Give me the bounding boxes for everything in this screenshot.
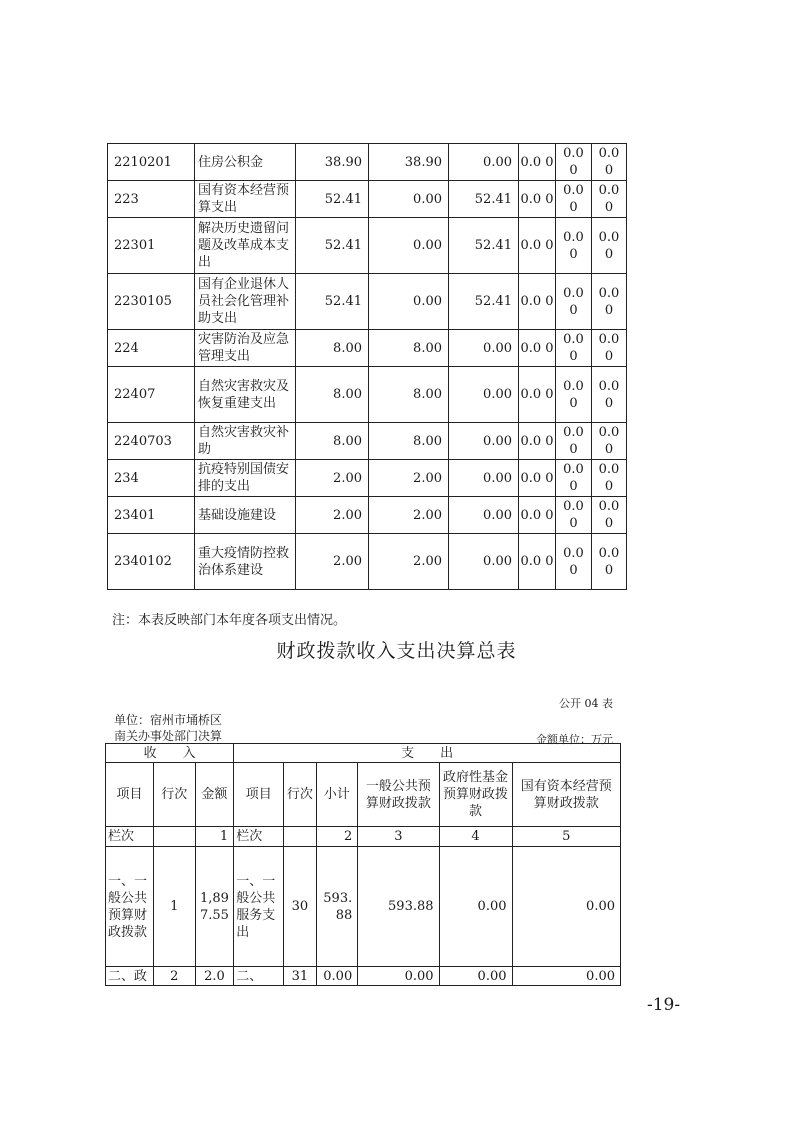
row-name: 住房公积金	[195, 144, 296, 181]
row-basic: 0.00	[369, 218, 449, 274]
row-col8: 0.0 0	[592, 274, 627, 330]
row-total: 38.90	[296, 144, 369, 181]
col-item2: 项目	[234, 763, 284, 827]
row-col8: 0.0 0	[592, 144, 627, 181]
page-number: -19-	[647, 995, 681, 1015]
row-total: 8.00	[296, 330, 369, 367]
table-row	[106, 847, 621, 967]
row-col6: 0.0 0	[519, 218, 556, 274]
row-col7: 0.0 0	[556, 534, 592, 590]
row-code: 22407	[108, 367, 195, 423]
row-col6: 0.0 0	[519, 330, 556, 367]
row-col7: 0.0 0	[556, 423, 592, 460]
row-col8: 0.0 0	[592, 534, 627, 590]
row-col7: 0.0 0	[556, 497, 592, 534]
row-name: 自然灾害救灾及恢复重建支出	[195, 367, 296, 423]
income-line: 1	[153, 847, 195, 967]
income-amount: 2.0	[195, 967, 234, 986]
row-code: 223	[108, 181, 195, 218]
col-index-label2: 栏次	[234, 827, 284, 847]
col-index-2: 2	[316, 827, 358, 847]
income-line: 2	[153, 967, 195, 986]
row-total: 52.41	[296, 218, 369, 274]
col-general: 一般公共预算财政拨款	[358, 763, 439, 827]
col-line: 行次	[153, 763, 195, 827]
table-row	[108, 330, 627, 367]
row-col6: 0.0 0	[519, 274, 556, 330]
row-basic: 2.00	[369, 460, 449, 497]
row-col6: 0.0 0	[519, 460, 556, 497]
row-total: 2.00	[296, 534, 369, 590]
expense-subtotal: 0.00	[316, 967, 358, 986]
col-item: 项目	[106, 763, 154, 827]
row-total: 2.00	[296, 460, 369, 497]
row-name: 自然灾害救灾补助	[195, 423, 296, 460]
row-col7: 0.0 0	[556, 460, 592, 497]
row-total: 8.00	[296, 423, 369, 460]
col-index-1: 1	[195, 827, 234, 847]
row-code: 224	[108, 330, 195, 367]
expense-item: 一、一般公共服务支出	[234, 847, 284, 967]
row-col8: 0.0 0	[592, 367, 627, 423]
row-name: 重大疫情防控救治体系建设	[195, 534, 296, 590]
money-unit: 金额单位：万元	[536, 733, 613, 746]
row-code: 22301	[108, 218, 195, 274]
expense-state: 0.00	[512, 967, 621, 986]
expense-line: 31	[284, 967, 316, 986]
expense-general: 0.00	[358, 967, 439, 986]
row-name: 国有企业退休人员社会化管理补助支出	[195, 274, 296, 330]
row-project: 52.41	[449, 274, 519, 330]
row-basic: 8.00	[369, 367, 449, 423]
table-row	[108, 367, 627, 423]
row-project: 0.00	[449, 534, 519, 590]
row-basic: 0.00	[369, 274, 449, 330]
row-basic: 0.00	[369, 181, 449, 218]
row-basic: 8.00	[369, 330, 449, 367]
row-total: 52.41	[296, 274, 369, 330]
expense-fund: 0.00	[439, 847, 512, 967]
income-item: 二、政	[106, 967, 154, 986]
row-col7: 0.0 0	[556, 367, 592, 423]
row-col8: 0.0 0	[592, 218, 627, 274]
table-row	[108, 218, 627, 274]
col-index-5: 5	[512, 827, 621, 847]
table-row	[108, 423, 627, 460]
page-title: 财政拨款收入支出决算总表	[276, 640, 517, 662]
row-col6: 0.0 0	[519, 423, 556, 460]
expenditure-detail-table	[107, 143, 627, 590]
row-name: 国有资本经营预算支出	[195, 181, 296, 218]
row-col7: 0.0 0	[556, 181, 592, 218]
col-state: 国有资本经营预算财政拨款	[512, 763, 621, 827]
row-col8: 0.0 0	[592, 330, 627, 367]
row-basic: 2.00	[369, 497, 449, 534]
row-col6: 0.0 0	[519, 367, 556, 423]
fiscal-summary-table	[105, 743, 621, 986]
row-col6: 0.0 0	[519, 497, 556, 534]
row-project: 0.00	[449, 423, 519, 460]
income-item: 一、一般公共预算财政拨款	[106, 847, 154, 967]
row-project: 0.00	[449, 144, 519, 181]
row-project: 0.00	[449, 367, 519, 423]
income-header: 收 入	[106, 744, 234, 763]
expense-item: 二、	[234, 967, 284, 986]
row-col7: 0.0 0	[556, 330, 592, 367]
expense-general: 593.88	[358, 847, 439, 967]
col-index-empty2	[284, 827, 316, 847]
row-col8: 0.0 0	[592, 497, 627, 534]
table-row	[108, 534, 627, 590]
row-total: 2.00	[296, 497, 369, 534]
row-code: 2340102	[108, 534, 195, 590]
expense-header: 支 出	[234, 744, 621, 763]
row-code: 23401	[108, 497, 195, 534]
row-name: 灾害防治及应急管理支出	[195, 330, 296, 367]
row-code: 2210201	[108, 144, 195, 181]
table-row	[108, 460, 627, 497]
row-col6: 0.0 0	[519, 534, 556, 590]
row-total: 8.00	[296, 367, 369, 423]
row-project: 52.41	[449, 181, 519, 218]
row-code: 2230105	[108, 274, 195, 330]
row-name: 基础设施建设	[195, 497, 296, 534]
row-code: 234	[108, 460, 195, 497]
row-basic: 8.00	[369, 423, 449, 460]
table-row	[108, 144, 627, 181]
row-name: 解决历史遗留问题及改革成本支出	[195, 218, 296, 274]
unit-label-line1: 单位：宿州市埇桥区	[114, 713, 223, 727]
row-col8: 0.0 0	[592, 181, 627, 218]
col-index-label: 栏次	[106, 827, 154, 847]
unit-label-line2: 南关办事处部门决算	[114, 729, 223, 743]
row-code: 2240703	[108, 423, 195, 460]
expense-fund: 0.00	[439, 967, 512, 986]
row-basic: 2.00	[369, 534, 449, 590]
row-name: 抗疫特别国债安排的支出	[195, 460, 296, 497]
row-total: 52.41	[296, 181, 369, 218]
row-col7: 0.0 0	[556, 218, 592, 274]
col-index-4: 4	[439, 827, 512, 847]
expense-state: 0.00	[512, 847, 621, 967]
table-row	[108, 274, 627, 330]
table-row	[106, 967, 621, 986]
expense-subtotal: 593.88	[316, 847, 358, 967]
col-amount: 金额	[195, 763, 234, 827]
table-note: 注：本表反映部门本年度各项支出情况。	[112, 613, 347, 628]
row-col7: 0.0 0	[556, 274, 592, 330]
col-index-3: 3	[358, 827, 439, 847]
row-project: 52.41	[449, 218, 519, 274]
row-col6: 0.0 0	[519, 144, 556, 181]
row-col8: 0.0 0	[592, 460, 627, 497]
row-col7: 0.0 0	[556, 144, 592, 181]
col-line2: 行次	[284, 763, 316, 827]
row-basic: 38.90	[369, 144, 449, 181]
col-index-empty	[153, 827, 195, 847]
row-col6: 0.0 0	[519, 181, 556, 218]
income-amount: 1,897.55	[195, 847, 234, 967]
row-project: 0.00	[449, 330, 519, 367]
form-number: 公开 04 表	[559, 697, 613, 710]
row-col8: 0.0 0	[592, 423, 627, 460]
table-row	[108, 181, 627, 218]
table-row	[108, 497, 627, 534]
col-subtotal: 小计	[316, 763, 358, 827]
row-project: 0.00	[449, 460, 519, 497]
expense-line: 30	[284, 847, 316, 967]
col-fund: 政府性基金预算财政拨款	[439, 763, 512, 827]
row-project: 0.00	[449, 497, 519, 534]
